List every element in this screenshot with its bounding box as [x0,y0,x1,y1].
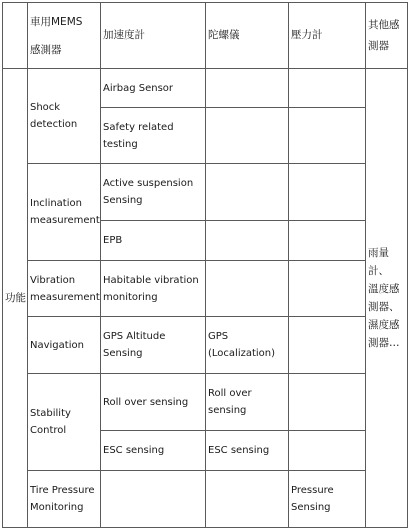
group-label-line: Shock [30,102,61,113]
cell-text-line: ESC sensing [103,445,165,456]
pressure-cell-empty [289,431,366,471]
header-other-line: 其他感 [368,18,400,31]
gyroscope-cell [206,374,289,431]
other-sensors-line: 計、 [368,265,389,277]
header-accelerometer-label: 加速度計 [103,29,145,41]
header-category-line: 感測器 [30,43,62,56]
cell-text-line: Roll over sensing [103,396,189,408]
function-label: 功能 [5,291,26,304]
gyroscope-cell-empty [206,108,289,164]
accelerometer-cell [101,108,206,164]
cell-text-line: ESC sensing [208,445,270,456]
cell-text-line: testing [103,138,138,150]
gyroscope-cell-empty [206,261,289,317]
function-group-navigation [28,317,101,374]
other-sensors-cell [366,69,408,528]
header-other-sensors-cell [366,3,408,69]
function-label-cell [3,69,28,528]
function-group-vibration-measurement [28,261,101,317]
header-accelerometer-cell [101,3,206,69]
function-group-shock-detection [28,69,101,164]
cell-text-line: Airbag Sensor [103,82,174,94]
table-row [3,317,408,374]
group-label-line: measurement [30,291,100,303]
header-category-cell [28,3,101,69]
gyroscope-cell [206,431,289,471]
mems-sensor-table [2,2,408,528]
table-row [3,164,408,221]
pressure-cell-empty [289,164,366,221]
group-label-line: Control [30,425,67,436]
pressure-cell-empty [289,69,366,108]
other-sensors-line: 雨量 [368,247,389,259]
group-label-line: Tire Pressure [30,485,95,496]
accelerometer-cell [101,431,206,471]
cell-text-line: Sensing [103,348,143,359]
accelerometer-cell [101,317,206,374]
cell-text-line: Roll over [208,388,252,399]
cell-text-line: Sensing [291,502,331,513]
header-row [3,3,408,69]
accelerometer-cell [101,261,206,317]
group-label-line: Monitoring [30,502,84,513]
cell-text-line: Active suspension [103,178,194,189]
cell-text-line: Sensing [103,195,143,206]
table-row [3,69,408,108]
header-pressure-label: 壓力計 [291,29,323,41]
header-other-line: 測器 [368,39,389,52]
header-pressure-cell [289,3,366,69]
pressure-cell [289,471,366,528]
accelerometer-cell [101,164,206,221]
header-category-line: 車用MEMS [30,15,83,28]
other-sensors-line: 濕度感 [368,319,400,331]
function-group-stability-control [28,374,101,471]
cell-text-line: Safety related [103,121,174,133]
pressure-cell-empty [289,108,366,164]
gyroscope-cell-empty [206,221,289,261]
cell-text-line: Pressure [291,485,334,496]
header-corner-cell [3,3,28,69]
gyroscope-cell-empty [206,69,289,108]
group-label-line: measurement [30,215,100,226]
pressure-cell-empty [289,374,366,431]
accelerometer-cell [101,221,206,261]
cell-text-line: GPS Altitude [103,331,166,342]
other-sensors-line: 測器… [368,337,400,349]
pressure-cell-empty [289,261,366,317]
accelerometer-cell [101,69,206,108]
group-label-line: Inclination [30,198,82,209]
gyroscope-cell [206,317,289,374]
pressure-cell-empty [289,221,366,261]
function-group-inclination-measurement [28,164,101,261]
cell-text-line: sensing [208,405,247,416]
group-label-line: Stability [30,408,71,419]
other-sensors-line: 測器、 [368,301,400,313]
other-sensors-line: 溫度感 [368,283,400,295]
pressure-cell-empty [289,317,366,374]
cell-text-line: GPS [208,331,229,342]
gyroscope-cell-empty [206,471,289,528]
accelerometer-cell [101,374,206,431]
cell-text-line: EPB [103,235,123,246]
cell-text-line: monitoring [103,291,158,303]
gyroscope-cell-empty [206,164,289,221]
group-label-line: Navigation [30,339,84,351]
group-label-line: detection [30,119,78,130]
cell-text-line: (Localization) [208,348,276,359]
accelerometer-cell-empty [101,471,206,528]
cell-text-line: Habitable vibration [103,274,199,286]
header-gyroscope-label: 陀螺儀 [208,29,240,41]
function-group-tire-pressure-monitoring [28,471,101,528]
group-label-line: Vibration [30,274,76,286]
table-row [3,471,408,528]
header-gyroscope-cell [206,3,289,69]
table-row [3,261,408,317]
table-row [3,374,408,431]
